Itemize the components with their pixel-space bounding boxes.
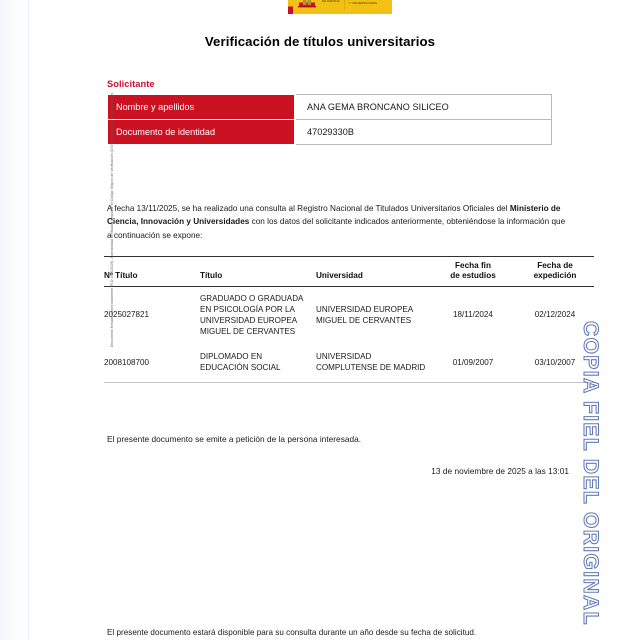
page-title: Verificación de títulos universitarios (204, 34, 436, 49)
table-header-row (104, 257, 594, 287)
table-row (104, 287, 594, 346)
degree-number: 2008108700 (104, 345, 198, 382)
applicant-id-value: 47029330B (295, 120, 552, 145)
intro-ministry-name: Ministerio de Ciencia, Innovación y Universidades (107, 204, 561, 227)
col-header-issue-date-line1: Fecha de (537, 261, 573, 270)
intro-part-1: A fecha 13/11/2025, se ha realizado una consulta al Registro Nacional de Titulados Universitarios Oficiales del (107, 204, 510, 214)
copia-fiel-del-original-stamp: COPIA FIEL DEL ORIGINAL (579, 321, 602, 626)
degree-university: UNIVERSIDAD COMPLUTENSE DE MADRID (314, 345, 430, 382)
ministry-logo (288, 0, 392, 14)
logo-ministry-line-3: Y UNIVERSIDADES (348, 0, 378, 5)
scan-edge-shadow (0, 0, 30, 640)
logo-divider (344, 0, 345, 10)
table-row (108, 120, 552, 145)
spanish-flag-bar (288, 0, 293, 14)
applicant-id-label: Documento de identidad (108, 120, 296, 145)
degree-title: DIPLOMADO EN EDUCACIÓN SOCIAL (198, 345, 314, 382)
applicant-table (107, 94, 552, 145)
coat-of-arms-icon (295, 0, 319, 11)
margin-verification-legend: Documento firmado electrónicamente (R.D 1671/2009). Autenticidad verificable mediante el Código Seguro de Verificación (CSV) indicado en la url de validación. (110, 91, 114, 347)
degree-number: 2025027821 (104, 310, 150, 320)
footer-availability-note: El presente documento estará disponible para su consulta durante un año desde su fecha de solicitud. (107, 628, 477, 637)
logo-gov-line-2: DE ESPAÑA (322, 0, 340, 3)
scan-edge-line (28, 0, 29, 640)
col-header-end-date-line2: de estudios (450, 271, 496, 280)
degree-issue-date: 02/12/2024 (534, 310, 576, 320)
degree-title: GRADUADO O GRADUADA EN PSICOLOGÍA POR LA UNIVERSIDAD EUROPEA MIGUEL DE CERVANTES (200, 294, 303, 336)
col-header-end-date-line1: Fecha fin (455, 261, 491, 270)
degree-end-date: 18/11/2024 (453, 310, 493, 320)
closing-statement: El presente documento se emite a petición de la persona interesada. (107, 434, 362, 444)
table-row (108, 95, 552, 120)
degree-end-date: 01/09/2007 (430, 345, 516, 382)
col-header-issue-date (516, 257, 594, 287)
intro-paragraph (107, 202, 569, 242)
col-header-title: Título (198, 257, 314, 287)
degrees-table (104, 256, 594, 383)
intro-part-2: con los datos del solicitante indicados anteriormente, obteniéndose la información que a continuación se expone: (107, 217, 566, 240)
issue-timestamp: 13 de noviembre de 2025 a las 13:01 (431, 466, 569, 476)
col-header-university: Universidad (314, 257, 430, 287)
applicant-name-label: Nombre y apellidos (108, 95, 296, 120)
applicant-section-label: Solicitante (107, 79, 155, 89)
col-header-number: Nº Título (104, 257, 198, 287)
applicant-name-value: ANA GEMA BRONCANO SILICEO (295, 95, 552, 120)
table-row (104, 345, 594, 382)
col-header-end-date (430, 257, 516, 287)
degree-university: UNIVERSIDAD EUROPEA MIGUEL DE CERVANTES (316, 304, 413, 325)
degree-issue-date: 03/10/2007 (516, 345, 594, 382)
col-header-issue-date-line2: expedición (533, 271, 577, 280)
